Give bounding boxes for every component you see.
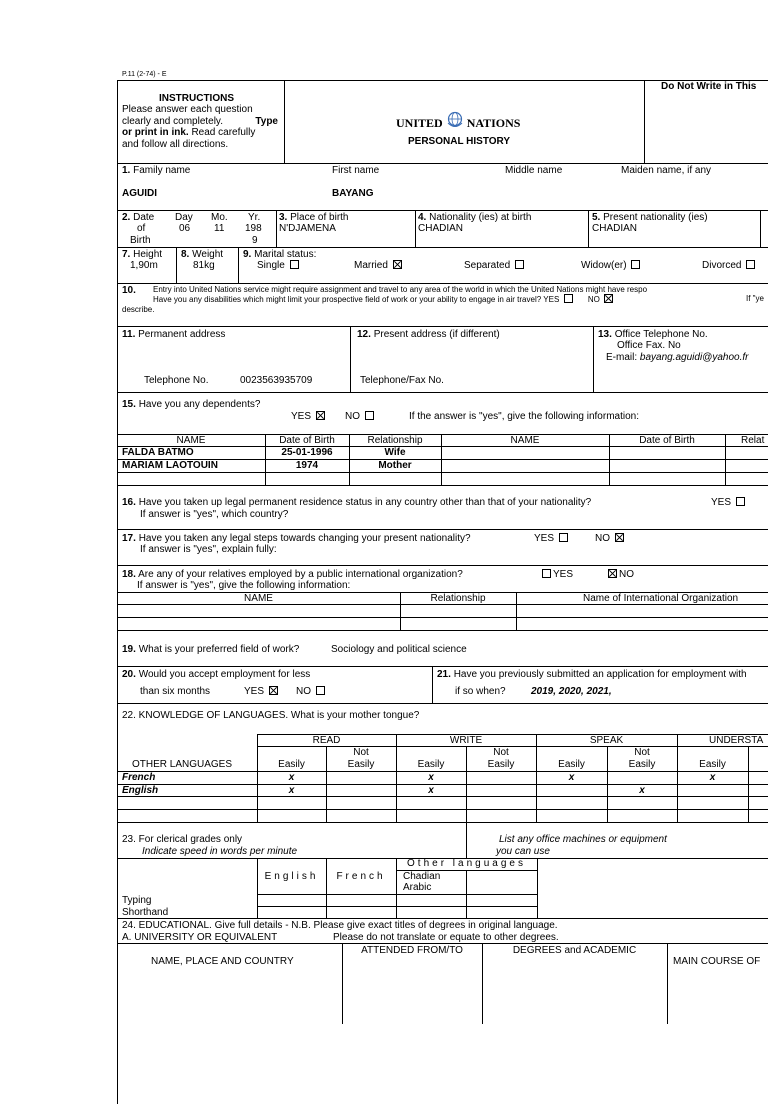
form-title: PERSONAL HISTORY: [408, 136, 511, 147]
q20-yes: YES: [244, 686, 280, 697]
height-label: 7. Height: [122, 249, 163, 260]
year-header: Yr.: [248, 212, 261, 223]
q18-question: 18. Are any of your relatives employed by a public international organization?: [122, 569, 463, 580]
family-name-value[interactable]: AGUIDI: [122, 188, 157, 199]
dependent-relationship[interactable]: Wife: [384, 447, 406, 458]
read-not-easily-header: Easily: [347, 759, 375, 770]
q19-question: 19. What is your preferred field of work?: [122, 644, 300, 655]
dependents-col-relationship: Relationship: [367, 435, 423, 446]
dependents-yes-checkbox[interactable]: [316, 411, 325, 420]
speed-col-other: Other languages: [407, 858, 526, 869]
present-address-label: 12. Present address (if different): [357, 329, 500, 340]
present-tel-label: Telephone/Fax No.: [360, 375, 444, 386]
dependent-dob[interactable]: 1974: [295, 460, 319, 471]
q22-question: 22. KNOWLEDGE OF LANGUAGES. What is your mother tongue?: [122, 710, 420, 721]
write-easily-header: Easily: [417, 759, 445, 770]
q10-number: 10.: [122, 285, 136, 296]
q16-sub: If answer is "yes", which country?: [140, 509, 289, 520]
family-name-label: 1. Family name: [122, 165, 191, 176]
understand-mark[interactable]: x: [709, 772, 716, 783]
office-machines-label-2: you can use: [496, 846, 550, 857]
write-mark[interactable]: x: [428, 785, 434, 796]
q17-yes: YES: [534, 533, 570, 544]
place-of-birth-label: 3. Place of birth: [279, 212, 349, 223]
dependents-note: If the answer is "yes", give the following information:: [409, 411, 639, 422]
relatives-col-relationship: Relationship: [430, 593, 486, 604]
dependents-col-dob: Date of Birth: [279, 435, 335, 446]
instructions-line-2: clearly and completely. Type: [122, 116, 278, 127]
speak-not-mark[interactable]: x: [639, 785, 645, 796]
office-tel-label: 13. Office Telephone No.: [598, 329, 708, 340]
relatives-col-name: NAME: [244, 593, 273, 604]
q18-yes: YES: [540, 569, 573, 580]
education-col-main-course: MAIN COURSE OF: [673, 956, 761, 967]
q16-yes: YES: [711, 497, 747, 508]
q10-if-yes: If "ye: [746, 294, 764, 303]
write-mark[interactable]: x: [428, 772, 434, 783]
day-header: Day: [175, 212, 193, 223]
do-not-write-label: Do Not Write in This: [661, 81, 757, 92]
instructions-title: INSTRUCTIONS: [159, 93, 234, 104]
q23-sub: Indicate speed in words per minute: [142, 846, 298, 857]
understand-easily-header: Easily: [699, 759, 726, 770]
instructions-line-1: Please answer each question: [122, 104, 253, 115]
q20-question-2: than six months: [140, 686, 211, 697]
dependents-no: NO: [345, 411, 376, 422]
weight-label: 8. Weight: [181, 249, 224, 260]
present-nationality-value[interactable]: CHADIAN: [592, 223, 638, 234]
divorced-checkbox[interactable]: [746, 260, 755, 269]
speak-easily-header: Easily: [558, 759, 585, 770]
write-not-easily-header: Easily: [487, 759, 515, 770]
separated-checkbox[interactable]: [515, 260, 524, 269]
q24-question: 24. EDUCATIONAL. Give full details - N.B. Please give exact titles of degrees in original language.: [122, 920, 558, 931]
single-checkbox[interactable]: [290, 260, 299, 269]
birth-date-birth: Birth: [130, 235, 151, 246]
birth-date-label: 2. Date: [122, 212, 155, 223]
speed-col-french: French: [336, 871, 386, 882]
q17-no: NO: [595, 533, 626, 544]
dependent-name[interactable]: FALDA BATMO: [122, 447, 194, 458]
q20-no: NO: [296, 686, 327, 697]
birth-month[interactable]: 11: [214, 223, 225, 234]
dependent-name[interactable]: MARIAM LAOTOUIN: [122, 460, 218, 471]
marital-divorced: Divorced: [702, 260, 757, 271]
relatives-col-organization: Name of International Organization: [583, 593, 739, 604]
q18-sub: If answer is "yes", give the following information:: [137, 580, 351, 591]
q23-question: 23. For clerical grades only: [122, 834, 243, 845]
relatives-yes-checkbox[interactable]: [542, 569, 551, 578]
lang-col-understand: UNDERSTA: [709, 735, 764, 746]
q18-no: NO: [606, 569, 634, 580]
birth-day[interactable]: 06: [179, 223, 191, 234]
short-term-yes-checkbox[interactable]: [269, 686, 278, 695]
q10-line-2: Have you any disabilities which might limit your prospective field of work or your ability to engage in air travel? YES NO: [153, 294, 615, 304]
q24-note: Please do not translate or equate to other degrees.: [333, 932, 559, 943]
disability-no-checkbox[interactable]: [604, 294, 613, 303]
maiden-name-label: Maiden name, if any: [621, 165, 712, 176]
q17-question: 17. Have you taken any legal steps towards changing your present nationality?: [122, 533, 471, 544]
q10-describe: describe.: [122, 305, 155, 314]
speak-not-easily-header: Easily: [628, 759, 656, 770]
read-mark[interactable]: x: [288, 785, 295, 796]
education-col-name: NAME, PLACE AND COUNTRY: [151, 956, 294, 967]
weight-value[interactable]: 81kg: [193, 260, 215, 271]
instructions-line-3: or print in ink. Read carefully: [122, 127, 256, 138]
height-value[interactable]: 1,90m: [130, 260, 158, 271]
dependent-dob[interactable]: 25-01-1996: [281, 447, 333, 458]
nationality-change-no-checkbox[interactable]: [615, 533, 624, 542]
other-language-1[interactable]: Chadian: [403, 871, 441, 882]
marital-status-label: 9. Marital status:: [243, 249, 317, 260]
read-easily-header: Easily: [278, 759, 305, 770]
typing-label: Typing: [122, 895, 152, 906]
dependents-no-checkbox[interactable]: [365, 411, 374, 420]
month-header: Mo.: [211, 212, 228, 223]
short-term-no-checkbox[interactable]: [316, 686, 325, 695]
dependents-yes: YES: [291, 411, 327, 422]
nationality-birth-label: 4. Nationality (ies) at birth: [418, 212, 532, 223]
relatives-no-checkbox[interactable]: [608, 569, 617, 578]
q21-question: 21. Have you previously submitted an application for employment with: [437, 669, 747, 680]
marital-single: Single: [257, 260, 301, 271]
birth-year[interactable]: 198: [245, 223, 262, 234]
q21-question-2: if so when?: [455, 686, 506, 697]
language-name[interactable]: English: [122, 785, 159, 796]
dependents-col-name-2: NAME: [510, 435, 540, 446]
dependents-col-relationship-2: Relat: [741, 435, 765, 446]
speak-mark[interactable]: x: [568, 772, 575, 783]
language-name[interactable]: French: [122, 772, 156, 783]
dependents-col-name: NAME: [176, 435, 206, 446]
q10-line-1: Entry into United Nations service might require assignment and travel to any area of the world in which the United Nations might have respo: [153, 285, 648, 294]
first-name-value[interactable]: BAYANG: [332, 188, 374, 199]
un-emblem-icon: [446, 111, 464, 129]
q24-university-label: A. UNIVERSITY OR EQUIVALENT: [122, 932, 278, 943]
read-mark[interactable]: x: [288, 772, 295, 783]
lang-col-read: READ: [312, 735, 341, 746]
marital-married: Married: [354, 260, 404, 271]
nationality-change-yes-checkbox[interactable]: [559, 533, 568, 542]
disability-yes-checkbox[interactable]: [564, 294, 573, 303]
education-col-attended: ATTENDED FROM/TO: [361, 945, 463, 956]
permanent-tel-value[interactable]: 0023563935709: [240, 375, 313, 386]
present-nationality-label: 5. Present nationality (ies): [592, 212, 708, 223]
write-not-header: Not: [493, 747, 509, 758]
shorthand-label: Shorthand: [122, 907, 169, 918]
preferred-field-value[interactable]: Sociology and political science: [331, 644, 467, 655]
residence-yes-checkbox[interactable]: [736, 497, 745, 506]
birth-year-cont: 9: [252, 235, 258, 246]
first-name-label: First name: [332, 165, 380, 176]
dependent-relationship[interactable]: Mother: [378, 460, 412, 471]
office-fax-label: Office Fax. No: [617, 340, 681, 351]
lang-col-write: WRITE: [449, 735, 483, 746]
form-code: P.11 (2-74) - E: [122, 71, 167, 78]
q16-question: 16. Have you taken up legal permanent residence status in any country other than that of your nationality?: [122, 497, 592, 508]
education-col-degrees: DEGREES and ACADEMIC: [512, 945, 637, 956]
email-row: E-mail: bayang.aguidi@yahoo.fr: [606, 352, 749, 363]
read-not-header: Not: [353, 747, 369, 758]
un-heading: UNITED NATIONS: [396, 111, 520, 131]
email-value[interactable]: bayang.aguidi@yahoo.fr: [639, 352, 749, 363]
marital-separated: Separated: [464, 260, 526, 271]
dependents-col-dob-2: Date of Birth: [639, 435, 695, 446]
place-of-birth-value[interactable]: N'DJAMENA: [279, 223, 336, 234]
nationality-birth-value[interactable]: CHADIAN: [418, 223, 464, 234]
permanent-address-label: 11. Permanent address: [122, 329, 226, 340]
instructions-line-4: and follow all directions.: [122, 139, 229, 150]
married-checkbox[interactable]: [393, 260, 402, 269]
q20-question: 20. Would you accept employment for less: [122, 669, 311, 680]
speak-not-header: Not: [634, 747, 650, 758]
widow-checkbox[interactable]: [631, 260, 640, 269]
previous-application-years[interactable]: 2019, 2020, 2021,: [531, 686, 612, 697]
middle-name-label: Middle name: [505, 165, 563, 176]
dependents-question: 15. Have you any dependents?: [122, 399, 261, 410]
birth-date-of: of: [137, 223, 146, 234]
marital-widow: Widow(er): [581, 260, 642, 271]
other-language-2[interactable]: Arabic: [403, 882, 432, 893]
q17-sub: If answer is "yes", explain fully:: [140, 544, 277, 555]
other-languages-label: OTHER LANGUAGES: [132, 759, 233, 770]
permanent-tel-label: Telephone No.: [144, 375, 209, 386]
speed-col-english: English: [264, 871, 319, 882]
lang-col-speak: SPEAK: [589, 735, 624, 746]
office-machines-label: List any office machines or equipment: [499, 834, 667, 845]
